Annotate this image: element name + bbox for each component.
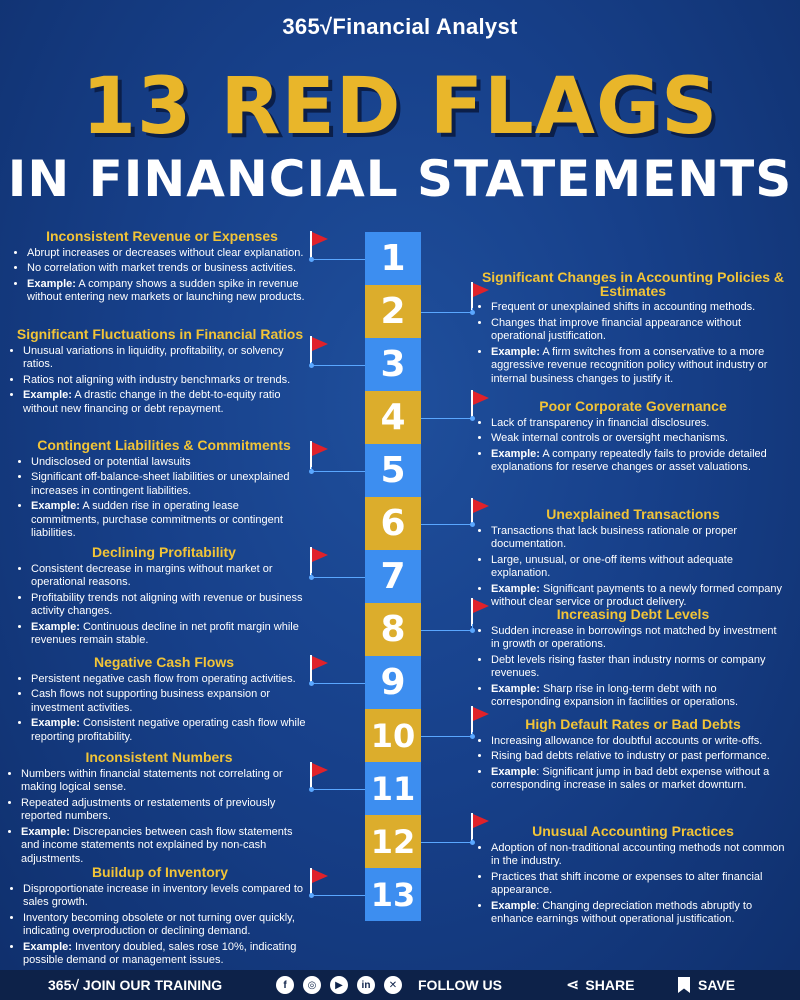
bullet-list: [10, 345, 310, 417]
red-flag-title: Significant Changes in Accounting Policies & Estimates: [481, 269, 785, 299]
bullet-item: [491, 301, 788, 315]
red-flag-icon: [310, 231, 330, 259]
bullet-text: A drastic change in the debt-to-equity ratio without new financing or debt repayment.: [23, 389, 281, 415]
bullet-list: [478, 301, 788, 386]
bullet-item: [23, 345, 310, 372]
number-box-1: 1: [365, 232, 421, 285]
youtube-icon[interactable]: ▶: [330, 976, 348, 994]
connector-line: [311, 895, 365, 896]
bullet-item: [491, 735, 788, 749]
bullet-text: A company repeatedly fails to provide detailed explanations for reserve changes or asset valuations.: [491, 447, 767, 473]
red-flag-icon: [310, 655, 330, 683]
red-flag-block-7: [18, 546, 310, 650]
bullet-text: Persistent negative cash flow from operating activities.: [31, 672, 296, 685]
connector-dot: [470, 310, 475, 315]
bullet-item: [31, 621, 310, 648]
bullet-text: Debt levels rising faster than industry norms or company revenues.: [491, 653, 766, 679]
brand-suffix: Financial Analyst: [332, 14, 518, 39]
bullet-item: [491, 448, 788, 475]
example-label: Example:: [31, 620, 80, 633]
bullet-item: [27, 278, 310, 305]
bullet-item: [31, 688, 310, 715]
bullet-text: Consistent negative operating cash flow while reporting profitability.: [31, 717, 306, 743]
social-icons: [276, 976, 411, 994]
bullet-list: [10, 883, 310, 968]
red-flag-title: Inconsistent Revenue or Expenses: [46, 228, 278, 244]
bullet-item: [491, 554, 788, 581]
connector-dot: [470, 416, 475, 421]
example-label: Example:: [23, 389, 72, 401]
bullet-text: Undisclosed or potential lawsuits: [31, 455, 191, 468]
bullet-text: Lack of transparency in financial disclosures.: [491, 416, 710, 429]
bullet-item: [491, 346, 788, 387]
number-box-6: 6: [365, 497, 421, 550]
share-icon: ⋖: [566, 977, 580, 994]
bullet-item: [21, 768, 310, 795]
number-box-13: 13: [365, 868, 421, 921]
bullet-text: Inventory becoming obsolete or not turning over quickly, indicating overproduction or declining demand.: [23, 911, 295, 937]
bullet-text: Sharp rise in long-term debt with no corresponding expansion in facilities or operations.: [491, 682, 739, 708]
bullet-list: [478, 417, 788, 475]
connector-line: [311, 259, 365, 260]
bullet-item: [27, 247, 310, 261]
connector-line: [311, 471, 365, 472]
example-label: Example:: [491, 345, 540, 358]
bullet-text: No correlation with market trends or business activities.: [27, 262, 296, 274]
main-title: 13 RED FLAGS: [81, 62, 719, 152]
connector-line: [311, 683, 365, 684]
connector-dot: [470, 734, 475, 739]
bullet-text: Numbers within financial statements not correlating or making logical sense.: [21, 767, 283, 793]
bullet-list: [14, 247, 310, 305]
bullet-text: Abrupt increases or decreases without clear explanation.: [27, 246, 304, 259]
bullet-text: Adoption of non-traditional accounting methods not common in the industry.: [491, 841, 785, 867]
number-box-12: 12: [365, 815, 421, 868]
connector-line: [421, 524, 472, 525]
number-box-11: 11: [365, 762, 421, 815]
facebook-icon[interactable]: f: [276, 976, 294, 994]
bullet-text: Significant payments to a newly formed company without clear service or product delivery.: [491, 582, 783, 608]
number-box-5: 5: [365, 444, 421, 497]
red-flag-title: Inconsistent Numbers: [85, 749, 233, 765]
bullet-list: [478, 625, 788, 710]
bookmark-icon: [678, 977, 690, 993]
number-box-4: 4: [365, 391, 421, 444]
example-label: Example:: [31, 717, 80, 729]
bullet-text: A firm switches from a conservative to a more aggressive revenue recognition policy without industry or internal business changes to justify it.: [491, 345, 768, 385]
connector-line: [421, 736, 472, 737]
number-box-3: 3: [365, 338, 421, 391]
bullet-text: Unusual variations in liquidity, profitability, or solvency ratios.: [23, 344, 284, 370]
connector-line: [311, 789, 365, 790]
bullet-item: [491, 654, 788, 681]
red-flag-title: Significant Fluctuations in Financial Ratios: [16, 326, 304, 342]
bullet-text: Rising bad debts relative to industry or past performance.: [491, 750, 770, 762]
example-label: Example: [491, 765, 537, 778]
bullet-item: [31, 456, 310, 470]
main-subtitle: IN FINANCIAL STATEMENTS: [7, 150, 793, 208]
bullet-text: Transactions that lack business rationale or proper documentation.: [491, 524, 737, 550]
red-flag-icon: [310, 868, 330, 896]
example-label: Example:: [491, 682, 540, 695]
connector-dot: [470, 628, 475, 633]
bullet-item: [23, 374, 310, 388]
connector-line: [421, 630, 472, 631]
red-flag-block-8: [478, 608, 788, 712]
bullet-list: [478, 525, 788, 610]
red-flag-icon: [310, 762, 330, 790]
bullet-text: Disproportionate increase in inventory levels compared to sales growth.: [23, 882, 304, 908]
brand-logo: [0, 14, 800, 40]
number-box-8: 8: [365, 603, 421, 656]
footer-bar: [0, 970, 800, 1000]
example-label: Example:: [23, 940, 72, 953]
red-flag-block-1: [14, 230, 310, 307]
bullet-item: [31, 592, 310, 619]
red-flag-title: Poor Corporate Governance: [539, 398, 727, 414]
example-label: Example:: [31, 500, 80, 512]
bullet-item: [491, 525, 788, 552]
red-flag-block-5: [18, 439, 310, 543]
bullet-text: Continuous decline in net profit margin while revenues remain stable.: [31, 620, 299, 646]
number-box-7: 7: [365, 550, 421, 603]
bullet-text: : Significant jump in bad debt expense without a corresponding increase in sales or market downturn.: [491, 765, 770, 791]
connector-line: [421, 312, 472, 313]
bullet-text: Ratios not aligning with industry benchmarks or trends.: [23, 373, 291, 386]
red-flag-title: High Default Rates or Bad Debts: [525, 716, 741, 732]
red-flag-block-12: [478, 825, 788, 929]
connector-dot: [470, 840, 475, 845]
number-box-9: 9: [365, 656, 421, 709]
example-label: Example:: [27, 277, 76, 290]
connector-line: [421, 418, 472, 419]
red-flag-title: Unexplained Transactions: [546, 506, 720, 522]
red-flag-block-2: [478, 271, 788, 388]
red-flag-icon: [310, 547, 330, 575]
connector-dot: [470, 522, 475, 527]
bullet-text: Profitability trends not aligning with revenue or business activity changes.: [31, 591, 303, 617]
bullet-item: [31, 673, 310, 687]
bullet-text: Changes that improve financial appearance without operational justification.: [491, 316, 742, 342]
instagram-icon[interactable]: ◎: [303, 976, 321, 994]
bullet-item: [491, 871, 788, 898]
red-flag-block-3: [10, 328, 310, 418]
bullet-text: Inventory doubled, sales rose 10%, indicating possible demand or management issues.: [23, 940, 297, 966]
brand-name: 365: [282, 14, 320, 39]
bullet-item: [491, 417, 788, 431]
share-label: SHARE: [585, 977, 635, 993]
bullet-text: Weak internal controls or oversight mechanisms.: [491, 432, 729, 444]
bullet-text: A company shows a sudden spike in revenue without entering new markets or launching new products.: [27, 277, 305, 303]
red-flag-title: Negative Cash Flows: [93, 654, 235, 670]
bullet-item: [27, 262, 310, 276]
bullet-item: [21, 797, 310, 824]
bullet-item: [23, 389, 310, 416]
bullet-text: Frequent or unexplained shifts in accounting methods.: [491, 301, 756, 313]
bullet-item: [31, 717, 310, 744]
follow-us-label: FOLLOW US: [418, 977, 502, 993]
red-flag-block-10: [478, 718, 788, 795]
number-box-2: 2: [365, 285, 421, 338]
connector-line: [421, 842, 472, 843]
bullet-text: Significant off-balance-sheet liabilities or unexplained increases in contingent liabilities.: [31, 471, 290, 497]
bullet-item: [23, 912, 310, 939]
red-flag-title: Contingent Liabilities & Commitments: [37, 437, 291, 453]
bullet-text: Large, unusual, or one-off items without adequate explanation.: [491, 553, 733, 579]
example-label: Example:: [21, 825, 70, 838]
number-box-10: 10: [365, 709, 421, 762]
bullet-text: Consistent decrease in margins without market or operational reasons.: [31, 562, 273, 588]
linkedin-icon[interactable]: in: [357, 976, 375, 994]
red-flag-title: Unusual Accounting Practices: [532, 823, 734, 839]
bullet-list: [478, 735, 788, 793]
join-training-link[interactable]: 365√ JOIN OUR TRAINING: [48, 977, 223, 993]
red-flag-block-6: [478, 508, 788, 612]
bullet-item: [31, 500, 310, 541]
bullet-text: A sudden rise in operating lease commitments, purchase commitments or contingent liabilities.: [31, 500, 283, 539]
connector-line: [311, 365, 365, 366]
red-flag-title: Increasing Debt Levels: [556, 606, 710, 622]
bullet-item: [23, 883, 310, 910]
red-flag-block-4: [478, 400, 788, 477]
bullet-item: [491, 317, 788, 344]
red-flag-icon: [310, 441, 330, 469]
example-label: Example:: [491, 582, 540, 595]
bullet-item: [491, 750, 788, 764]
bullet-text: Increasing allowance for doubtful accounts or write-offs.: [491, 734, 763, 747]
red-flag-block-11: [8, 751, 310, 868]
bullet-list: [18, 456, 310, 541]
bullet-text: Cash flows not supporting business expansion or investment activities.: [31, 688, 271, 714]
connector-line: [311, 577, 365, 578]
bullet-item: [491, 432, 788, 446]
bullet-item: [31, 563, 310, 590]
bullet-list: [478, 842, 788, 927]
bullet-item: [491, 766, 788, 793]
bullet-list: [8, 768, 310, 867]
bullet-item: [23, 941, 310, 968]
bullet-item: [491, 683, 788, 710]
bullet-list: [18, 563, 310, 648]
bullet-text: : Changing depreciation methods abruptly to enhance earnings without operational justification.: [491, 899, 753, 925]
bullet-item: [21, 826, 310, 867]
red-flag-block-9: [18, 656, 310, 746]
share-button[interactable]: [566, 975, 634, 995]
x-icon[interactable]: ✕: [384, 976, 402, 994]
bullet-item: [491, 900, 788, 927]
check-icon: √: [320, 14, 333, 39]
bullet-text: Practices that shift income or expenses to alter financial appearance.: [491, 870, 763, 896]
bullet-text: Sudden increase in borrowings not matched by investment in growth or operations.: [491, 624, 777, 650]
bullet-item: [491, 625, 788, 652]
red-flag-icon: [310, 336, 330, 364]
save-label: SAVE: [698, 977, 736, 993]
red-flag-title: Declining Profitability: [92, 544, 236, 560]
save-button[interactable]: [678, 977, 735, 993]
bullet-list: [18, 673, 310, 745]
bullet-text: Repeated adjustments or restatements of previously reported numbers.: [21, 796, 276, 822]
example-label: Example: [491, 899, 537, 912]
red-flag-title: Buildup of Inventory: [91, 864, 229, 880]
bullet-text: Discrepancies between cash flow statements and income statements not explained by non-cash adjustments.: [21, 825, 293, 865]
bullet-item: [491, 842, 788, 869]
example-label: Example:: [491, 447, 540, 460]
red-flag-block-13: [10, 866, 310, 970]
bullet-item: [31, 471, 310, 498]
